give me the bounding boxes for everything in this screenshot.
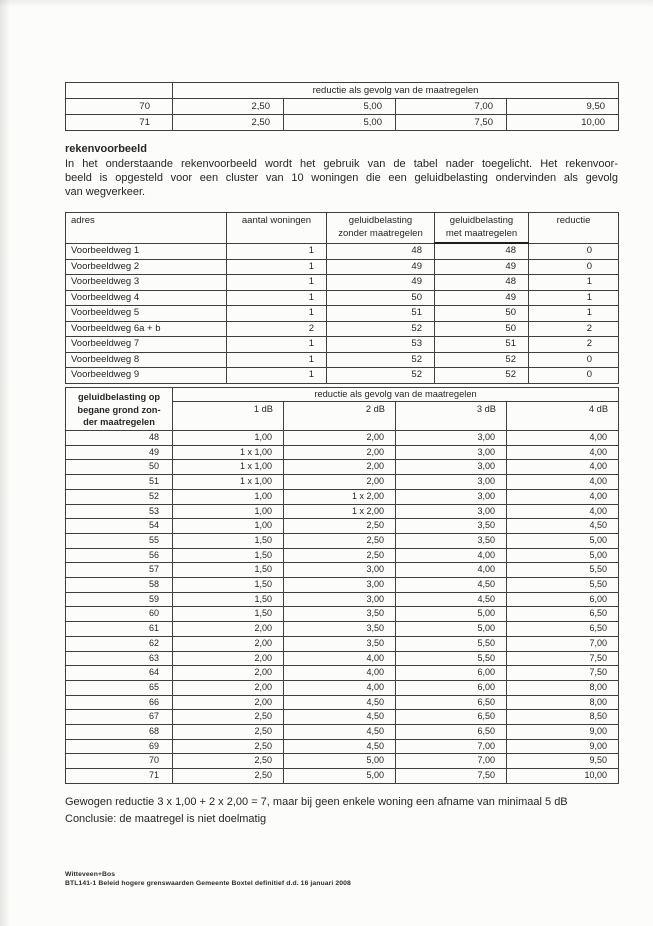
column-header-adres: adres <box>66 213 227 244</box>
table-row <box>66 99 619 115</box>
table-cell: 7,50 <box>396 769 507 784</box>
table-cell: 50 <box>435 306 529 322</box>
table-cell: 3,00 <box>284 578 396 593</box>
table-row <box>66 769 619 784</box>
table-cell: 6,50 <box>507 607 619 622</box>
table-cell: 8,00 <box>507 695 619 710</box>
table-cell: 8,00 <box>507 680 619 695</box>
table-row <box>66 352 619 368</box>
table-cell: 52 <box>435 352 529 368</box>
table-cell: 4,00 <box>507 489 619 504</box>
table-cell: 7,00 <box>396 754 507 769</box>
table-header-row <box>66 83 619 99</box>
table-cell: 3,50 <box>284 636 396 651</box>
table-cell: 49 <box>435 290 529 306</box>
table-cell: 4,00 <box>507 445 619 460</box>
table-cell: 2,50 <box>284 548 396 563</box>
table-cell: 52 <box>327 321 435 337</box>
paragraph-line: van wegverkeer. <box>65 185 146 198</box>
continuation-table <box>65 82 619 131</box>
table-row <box>66 475 619 490</box>
scan-edge-artifact <box>0 0 653 7</box>
table-cell: 4,50 <box>284 739 396 754</box>
paragraph-line: beeld is opgesteld voor een cluster van 10 woningen die een geluidbelasting ondervinden als gevolg <box>65 171 618 184</box>
rekenvoorbeeld-section <box>65 143 618 200</box>
column-header-3db: 3 dB <box>396 402 507 431</box>
table-cell: 2,00 <box>173 695 284 710</box>
table-cell: 4,50 <box>284 710 396 725</box>
table-row <box>66 548 619 563</box>
table-cell: 57 <box>66 563 173 578</box>
table-cell: 5,00 <box>284 769 396 784</box>
table-cell: 3,00 <box>396 475 507 490</box>
table-cell: 2,50 <box>284 519 396 534</box>
column-header-geluidbelasting <box>66 388 173 431</box>
table-cell: Voorbeeldweg 9 <box>66 368 227 384</box>
table-cell: 1,00 <box>173 489 284 504</box>
table-cell: 1,00 <box>173 504 284 519</box>
table-cell: 2,50 <box>173 739 284 754</box>
table-cell: 3,00 <box>396 431 507 446</box>
table-cell: 1 x 2,00 <box>284 489 396 504</box>
table-cell: 7,00 <box>507 636 619 651</box>
table-cell: 6,50 <box>507 622 619 637</box>
paragraph-line: In het onderstaande rekenvoorbeeld wordt het gebruik van de tabel nader toegelicht. Het rekenvoor- <box>65 158 618 170</box>
table-cell: 48 <box>435 275 529 291</box>
table-cell: 64 <box>66 666 173 681</box>
table-cell: 6,00 <box>507 592 619 607</box>
table-cell: 2,00 <box>173 666 284 681</box>
table-cell: 7,50 <box>396 115 507 131</box>
table-cell: 2,50 <box>173 99 284 115</box>
table-cell: 3,50 <box>396 533 507 548</box>
table-cell: 1 <box>529 306 619 322</box>
page-footer <box>65 871 351 889</box>
table-cell: 5,50 <box>507 578 619 593</box>
table-cell: 49 <box>435 259 529 275</box>
table-cell: 4,00 <box>507 475 619 490</box>
table-cell: 2,50 <box>173 725 284 740</box>
table-cell: 1 <box>227 290 327 306</box>
header-line: geluidbelasting <box>348 215 413 226</box>
table-cell: Voorbeeldweg 5 <box>66 306 227 322</box>
table-cell: 5,50 <box>507 563 619 578</box>
table-cell: 9,00 <box>507 739 619 754</box>
conclusion-line: Conclusie: de maatregel is niet doelmatig <box>65 813 267 825</box>
table-cell: 7,50 <box>507 651 619 666</box>
table-cell: 0 <box>529 243 619 259</box>
header-line: geluidbelasting <box>449 215 514 226</box>
table-row <box>66 680 619 695</box>
table-row <box>66 259 619 275</box>
table-cell: 4,00 <box>284 680 396 695</box>
header-line: zonder maatregelen <box>338 227 423 239</box>
table-cell: 2,00 <box>173 680 284 695</box>
table-row <box>66 563 619 578</box>
table-cell: 2,00 <box>173 622 284 637</box>
table-row <box>66 290 619 306</box>
table-row <box>66 710 619 725</box>
table-cell: 69 <box>66 739 173 754</box>
table-row <box>66 368 619 384</box>
table-cell: 1,50 <box>173 607 284 622</box>
table-cell: 1 <box>529 290 619 306</box>
table-cell: 4,00 <box>507 504 619 519</box>
table-cell: 2 <box>227 321 327 337</box>
table-row <box>66 306 619 322</box>
table-cell: 49 <box>327 259 435 275</box>
column-header-zonder <box>327 213 435 244</box>
table-cell: Voorbeeldweg 2 <box>66 259 227 275</box>
table-cell: 71 <box>66 115 173 131</box>
table-row <box>66 622 619 637</box>
table-cell: 9,00 <box>507 725 619 740</box>
table-cell: 6,00 <box>396 680 507 695</box>
table-cell: 49 <box>66 445 173 460</box>
table-row <box>66 519 619 534</box>
footer-reference: BTL141-1 Beleid hogere grenswaarden Gemeente Boxtel definitief d.d. 16 januari 2008 <box>65 879 351 887</box>
table-cell: 50 <box>66 460 173 475</box>
table-cell: 5,00 <box>507 533 619 548</box>
table-cell: 2,50 <box>173 754 284 769</box>
table-cell: 1 <box>227 306 327 322</box>
conclusion-line: Gewogen reductie 3 x 1,00 + 2 x 2,00 = 7, maar bij geen enkele woning een afname van minimaal 5 dB <box>65 796 568 808</box>
header-line: begane grond zon- <box>77 404 161 415</box>
table-cell: 9,50 <box>507 754 619 769</box>
reduction-table <box>65 387 619 784</box>
table-cell: 5,00 <box>284 754 396 769</box>
table-row <box>66 725 619 740</box>
table-cell: 52 <box>327 368 435 384</box>
table-cell: 2,50 <box>173 115 284 131</box>
table-cell: 70 <box>66 99 173 115</box>
table-cell: 48 <box>435 243 529 259</box>
table-row <box>66 460 619 475</box>
table-cell: 4,00 <box>396 563 507 578</box>
table-cell: 5,50 <box>396 636 507 651</box>
header-line: der maatregelen <box>83 417 155 428</box>
table-row <box>66 739 619 754</box>
table-cell: 0 <box>529 352 619 368</box>
table-cell: 2,50 <box>173 769 284 784</box>
table-cell: 5,00 <box>284 115 396 131</box>
table-cell: 53 <box>66 504 173 519</box>
table-cell: 4,00 <box>284 666 396 681</box>
table-cell: 1,00 <box>173 431 284 446</box>
table-cell: 1 <box>227 275 327 291</box>
table-cell: 49 <box>327 275 435 291</box>
table-cell: Voorbeeldweg 7 <box>66 337 227 353</box>
section-heading: rekenvoorbeeld <box>65 143 147 155</box>
table-cell: 67 <box>66 710 173 725</box>
table-cell: 4,50 <box>507 519 619 534</box>
table-cell: 1 <box>227 259 327 275</box>
table-cell: 3,50 <box>396 519 507 534</box>
scan-edge-artifact <box>0 0 10 926</box>
table-cell: 5,00 <box>396 607 507 622</box>
table-row <box>66 754 619 769</box>
table-cell: Voorbeeldweg 4 <box>66 290 227 306</box>
table-cell: 50 <box>435 321 529 337</box>
table-row <box>66 607 619 622</box>
table-row <box>66 651 619 666</box>
table-cell: 4,50 <box>284 725 396 740</box>
table-row <box>66 592 619 607</box>
table-row <box>66 445 619 460</box>
table-row <box>66 243 619 259</box>
table-cell: 2,00 <box>284 445 396 460</box>
table-row <box>66 636 619 651</box>
table-cell: 3,00 <box>396 460 507 475</box>
table-cell: 55 <box>66 533 173 548</box>
table-row <box>66 504 619 519</box>
table-cell: 4,00 <box>507 431 619 446</box>
table-cell: 66 <box>66 695 173 710</box>
table-header-row <box>66 388 619 402</box>
table-cell: 7,50 <box>507 666 619 681</box>
table-cell: 2 <box>529 321 619 337</box>
table-cell: 50 <box>327 290 435 306</box>
table-cell: 58 <box>66 578 173 593</box>
span-header-cell: reductie als gevolg van de maatregelen <box>173 83 619 99</box>
table-cell: Voorbeeldweg 1 <box>66 243 227 259</box>
table-cell: 3,00 <box>284 592 396 607</box>
footer-company: Witteveen+Bos <box>65 871 116 878</box>
column-header-1db: 1 dB <box>173 402 284 431</box>
table-cell: 1,50 <box>173 563 284 578</box>
header-line: met maatregelen <box>445 227 518 239</box>
table-cell: 2 <box>529 337 619 353</box>
table-cell: 9,50 <box>507 99 619 115</box>
table-cell: 51 <box>66 475 173 490</box>
table-cell: 2,50 <box>173 710 284 725</box>
table-cell: 6,50 <box>396 710 507 725</box>
table-cell: 4,00 <box>396 548 507 563</box>
table-cell: 54 <box>66 519 173 534</box>
table-cell: 0 <box>529 259 619 275</box>
table-cell: 7,00 <box>396 99 507 115</box>
table-cell: 5,00 <box>396 622 507 637</box>
table-cell: 3,50 <box>284 607 396 622</box>
table-cell: 48 <box>66 431 173 446</box>
table-cell: 10,00 <box>507 115 619 131</box>
table-cell: 1 <box>529 275 619 291</box>
table-cell: Voorbeeldweg 3 <box>66 275 227 291</box>
table-cell: 4,50 <box>396 592 507 607</box>
table-cell: 6,50 <box>396 695 507 710</box>
table-cell: 5,50 <box>396 651 507 666</box>
table-cell: 68 <box>66 725 173 740</box>
table-cell: 0 <box>529 368 619 384</box>
table-cell: 51 <box>435 337 529 353</box>
column-header-4db: 4 dB <box>507 402 619 431</box>
table-cell: 1,00 <box>173 519 284 534</box>
table-row <box>66 533 619 548</box>
table-row <box>66 275 619 291</box>
column-header-aantal: aantal woningen <box>227 213 327 244</box>
table-header-row <box>66 213 619 244</box>
header-line: geluidbelasting op <box>77 392 161 402</box>
table-cell: Voorbeeldweg 8 <box>66 352 227 368</box>
table-row <box>66 321 619 337</box>
table-cell: 3,50 <box>284 622 396 637</box>
empty-header-cell <box>66 83 173 99</box>
table-cell: 5,00 <box>284 99 396 115</box>
table-cell: 8,50 <box>507 710 619 725</box>
table-cell: 7,00 <box>396 739 507 754</box>
table-cell: 53 <box>327 337 435 353</box>
table-cell: 61 <box>66 622 173 637</box>
table-cell: 1 <box>227 337 327 353</box>
table-cell: 71 <box>66 769 173 784</box>
table-cell: 51 <box>327 306 435 322</box>
table-cell: 1 <box>227 368 327 384</box>
table-cell: 63 <box>66 651 173 666</box>
table-cell: 1 <box>227 352 327 368</box>
table-cell: 56 <box>66 548 173 563</box>
table-cell: 1,50 <box>173 578 284 593</box>
table-cell: 3,00 <box>284 563 396 578</box>
table-cell: 10,00 <box>507 769 619 784</box>
table-cell: 3,00 <box>396 489 507 504</box>
table-cell: 1,50 <box>173 533 284 548</box>
table-cell: 4,50 <box>396 578 507 593</box>
table-cell: 1 x 1,00 <box>173 475 284 490</box>
table-cell: Voorbeeldweg 6a + b <box>66 321 227 337</box>
table-cell: 6,50 <box>396 725 507 740</box>
table-cell: 59 <box>66 592 173 607</box>
table-cell: 1 <box>227 243 327 259</box>
table-cell: 4,00 <box>507 460 619 475</box>
table-cell: 62 <box>66 636 173 651</box>
span-header-cell: reductie als gevolg van de maatregelen <box>173 388 619 402</box>
table-row <box>66 489 619 504</box>
table-cell: 52 <box>66 489 173 504</box>
column-header-2db: 2 dB <box>284 402 396 431</box>
table-row <box>66 695 619 710</box>
table-row <box>66 337 619 353</box>
table-cell: 3,00 <box>396 445 507 460</box>
conclusion-section <box>65 794 618 828</box>
table-cell: 6,00 <box>396 666 507 681</box>
table-cell: 2,00 <box>284 460 396 475</box>
table-cell: 48 <box>327 243 435 259</box>
column-header-reductie: reductie <box>529 213 619 244</box>
table-cell: 70 <box>66 754 173 769</box>
table-cell: 5,00 <box>507 548 619 563</box>
table-cell: 2,00 <box>284 431 396 446</box>
table-cell: 2,00 <box>173 636 284 651</box>
table-cell: 65 <box>66 680 173 695</box>
table-cell: 3,00 <box>396 504 507 519</box>
housing-table <box>65 212 619 384</box>
table-cell: 4,50 <box>284 695 396 710</box>
table-cell: 1 x 1,00 <box>173 445 284 460</box>
table-row <box>66 115 619 131</box>
table-cell: 1,50 <box>173 592 284 607</box>
table-cell: 52 <box>435 368 529 384</box>
table-cell: 2,50 <box>284 533 396 548</box>
table-cell: 1,50 <box>173 548 284 563</box>
table-cell: 4,00 <box>284 651 396 666</box>
table-cell: 2,00 <box>284 475 396 490</box>
table-cell: 2,00 <box>173 651 284 666</box>
table-row <box>66 666 619 681</box>
table-cell: 52 <box>327 352 435 368</box>
table-row <box>66 431 619 446</box>
table-cell: 1 x 2,00 <box>284 504 396 519</box>
table-cell: 1 x 1,00 <box>173 460 284 475</box>
table-row <box>66 578 619 593</box>
column-header-met <box>435 213 529 244</box>
table-cell: 60 <box>66 607 173 622</box>
